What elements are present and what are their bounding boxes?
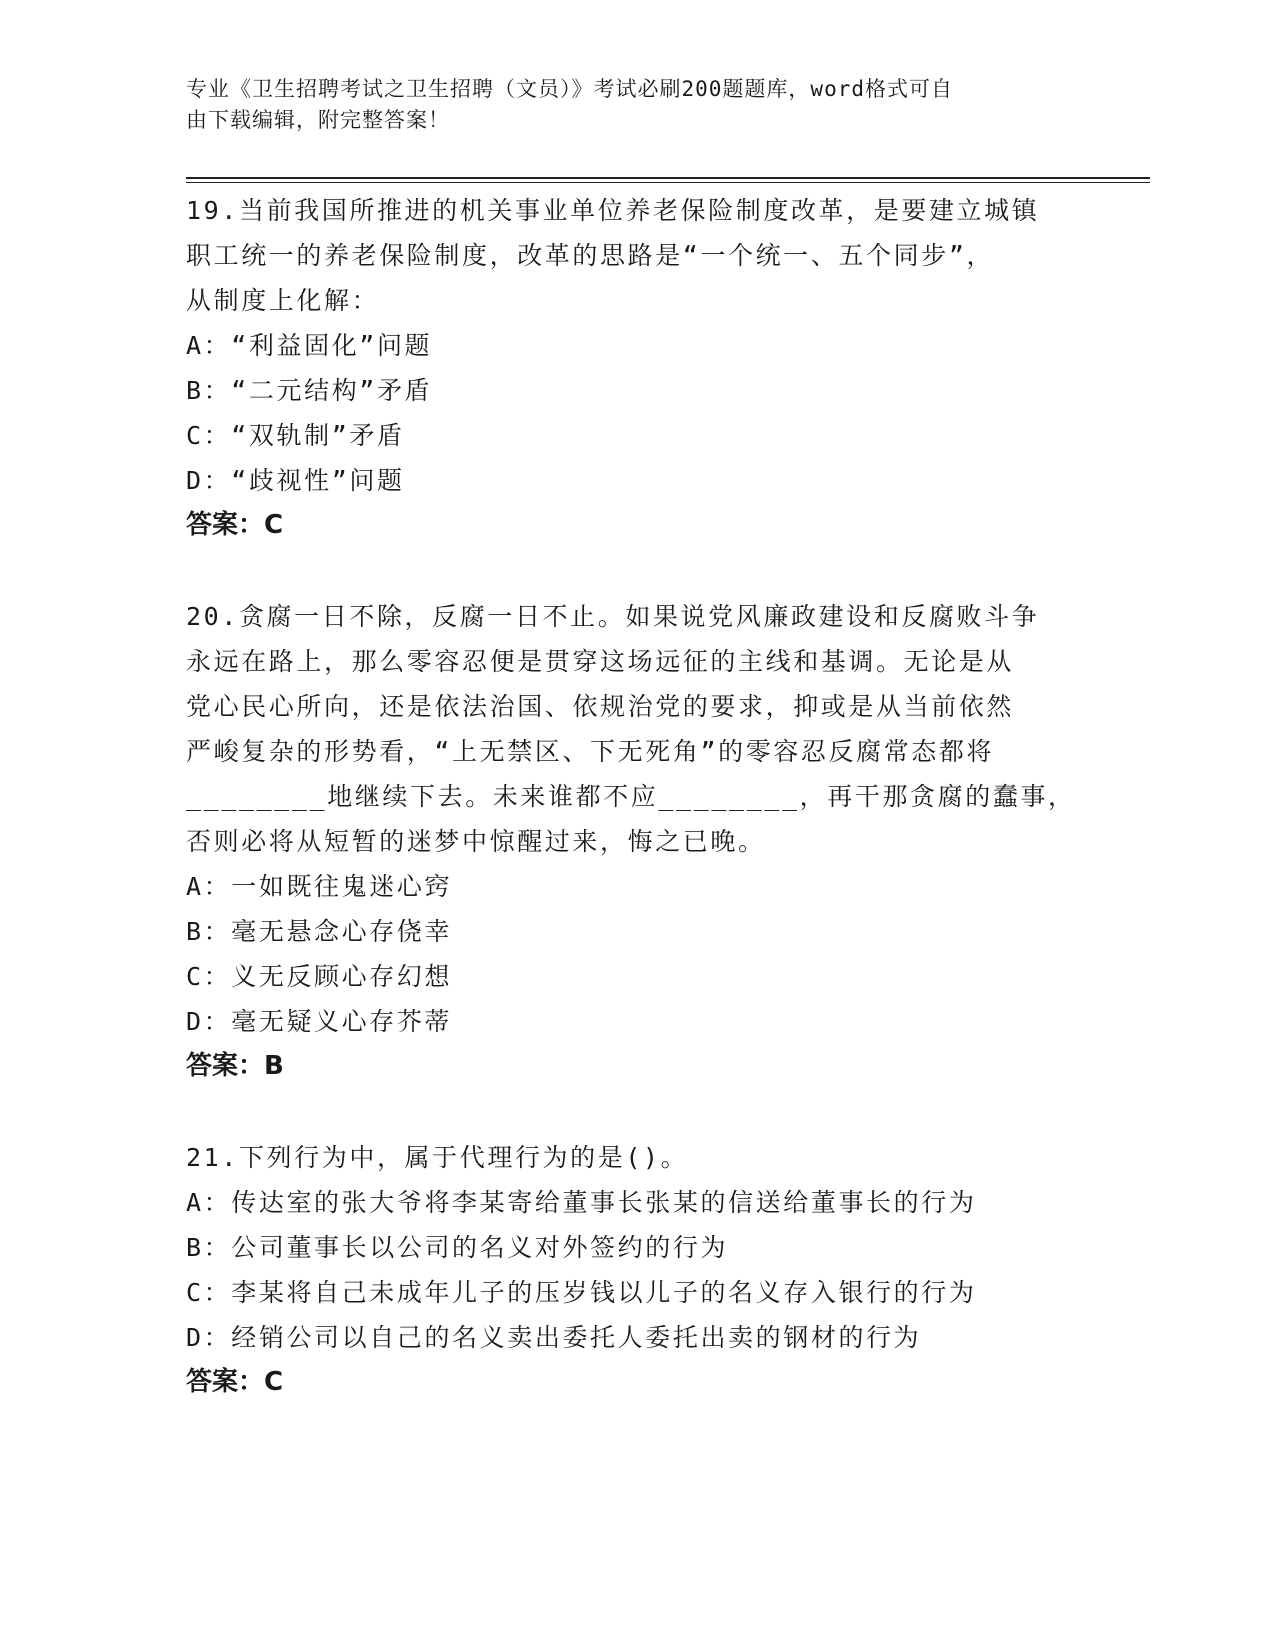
question-spacer <box>186 548 1086 594</box>
header-line-2: 由下载编辑，附完整答案！ <box>186 108 450 132</box>
option-d: D：“歧视性”问题 <box>186 466 405 495</box>
header-divider-thin <box>186 182 1150 183</box>
question-list <box>186 188 1086 1405</box>
question-stem-line: 永远在路上，那么零容忍便是贯穿这场远征的主线和基调。无论是从 <box>186 647 1015 676</box>
question-stem-line: ________地继续下去。未来谁都不应________，再干那贪腐的蠢事， <box>186 782 1076 811</box>
question-stem-line: 党心民心所向，还是依法治国、依规治党的要求，抑或是从当前依然 <box>186 692 1015 721</box>
option-b: B：“二元结构”矛盾 <box>186 376 433 405</box>
question-stem-line: 20.贪腐一日不除，反腐一日不止。如果说党风廉政建设和反腐败斗争 <box>186 602 1040 631</box>
option-d: D：毫无疑义心存芥蒂 <box>186 1007 453 1036</box>
option-c: C：李某将自己未成年儿子的压岁钱以儿子的名义存入银行的行为 <box>186 1278 977 1307</box>
option-a: A：“利益固化”问题 <box>186 331 433 360</box>
question-20 <box>186 594 1086 1089</box>
option-b: B：毫无悬念心存侥幸 <box>186 917 453 946</box>
question-spacer <box>186 1089 1086 1135</box>
question-stem-line: 从制度上化解： <box>186 286 380 315</box>
option-a: A：一如既往鬼迷心窍 <box>186 872 453 901</box>
question-19 <box>186 188 1086 548</box>
answer-label: 答案：C <box>186 1367 284 1397</box>
question-stem-line: 21.下列行为中，属于代理行为的是()。 <box>186 1143 689 1172</box>
question-21 <box>186 1135 1086 1405</box>
question-stem-line: 19.当前我国所推进的机关事业单位养老保险制度改革，是要建立城镇 <box>186 196 1040 225</box>
answer-label: 答案：C <box>186 510 284 540</box>
option-c: C：义无反顾心存幻想 <box>186 962 453 991</box>
option-d: D：经销公司以自己的名义卖出委托人委托出卖的钢材的行为 <box>186 1323 922 1352</box>
answer-label: 答案：B <box>186 1051 284 1081</box>
question-stem-line: 严峻复杂的形势看，“上无禁区、下无死角”的零容忍反腐常态都将 <box>186 737 995 766</box>
header-line-1: 专业《卫生招聘考试之卫生招聘（文员）》考试必刷200题题库，word格式可自 <box>186 77 953 101</box>
option-b: B：公司董事长以公司的名义对外签约的行为 <box>186 1233 729 1262</box>
question-stem-line: 职工统一的养老保险制度，改革的思路是“一个统一、五个同步”， <box>186 241 995 270</box>
document-header <box>186 74 1066 136</box>
question-stem-line: 否则必将从短暂的迷梦中惊醒过来，悔之已晚。 <box>186 827 766 856</box>
option-c: C：“双轨制”矛盾 <box>186 421 405 450</box>
option-a: A：传达室的张大爷将李某寄给董事长张某的信送给董事长的行为 <box>186 1188 977 1217</box>
header-divider-thick <box>186 177 1150 179</box>
